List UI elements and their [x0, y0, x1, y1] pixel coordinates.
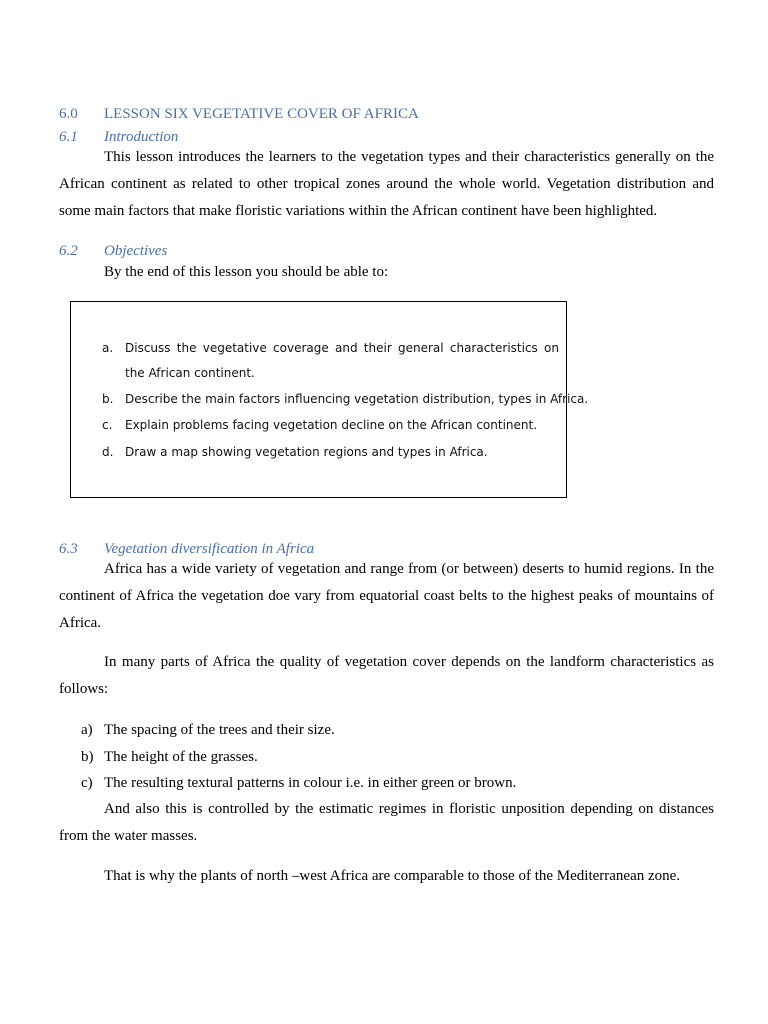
objective-label: d. — [102, 445, 114, 459]
section-number: 6.0 — [59, 106, 78, 122]
section-title: Objectives — [104, 243, 168, 259]
section-title: Introduction — [104, 129, 179, 145]
diversification-paragraph-4: That is why the plants of north –west Africa are comparable to those of the Mediterranean zone. — [104, 868, 681, 884]
objective-label: c. — [102, 418, 113, 432]
list-text: The resulting textural patterns in colour i.e. in either green or brown. — [104, 775, 517, 791]
objectives-lead: By the end of this lesson you should be able to: — [104, 264, 389, 280]
section-title: Vegetation diversification in Africa — [104, 541, 315, 557]
diversification-paragraph-3: And also this is controlled by the estimatic regimes in floristic unposition depending on distances from the water masses. — [59, 801, 714, 844]
list-text: The spacing of the trees and their size. — [104, 722, 335, 738]
objective-text: Draw a map showing vegetation regions and types in Africa. — [125, 445, 488, 459]
section-number: 6.3 — [59, 541, 78, 557]
section-6-0-heading — [59, 105, 459, 123]
list-item — [81, 721, 681, 739]
list-label: c) — [81, 775, 93, 791]
objective-text: Discuss the vegetative coverage and their general characteristics on the African continent. — [125, 341, 559, 380]
list-label: a) — [81, 722, 93, 738]
diversification-paragraph-1: Africa has a wide variety of vegetation and range from (or between) deserts to humid regions. In the continent of Africa the vegetation doe vary from equatorial coast belts to the highest peaks of mountains of Africa. — [59, 561, 714, 631]
objective-text: Describe the main factors influencing vegetation distribution, types in Africa. — [125, 392, 589, 406]
objective-text: Explain problems facing vegetation decline on the African continent. — [125, 418, 538, 432]
section-number: 6.1 — [59, 129, 78, 145]
list-label: b) — [81, 749, 94, 765]
objective-item — [102, 440, 562, 465]
section-6-2-heading — [59, 242, 359, 260]
objective-label: a. — [102, 341, 114, 355]
section-number: 6.2 — [59, 243, 78, 259]
diversification-paragraph-2: In many parts of Africa the quality of vegetation cover depends on the landform characteristics as follows: — [59, 654, 714, 697]
list-item — [81, 774, 681, 792]
list-text: The height of the grasses. — [104, 749, 258, 765]
list-item — [81, 748, 681, 766]
objective-item — [102, 413, 562, 438]
objective-label: b. — [102, 392, 114, 406]
objectives-box — [70, 301, 589, 498]
objective-item — [102, 336, 562, 386]
objective-item — [102, 387, 589, 412]
introduction-paragraph: This lesson introduces the learners to the vegetation types and their characteristics generally on the African continent as related to other tropical zones around the whole world. Vegetation distribution and some main factors that make floristic variations within the African continent have been highlighted. — [59, 149, 714, 219]
section-title: LESSON SIX VEGETATIVE COVER OF AFRICA — [104, 106, 419, 122]
